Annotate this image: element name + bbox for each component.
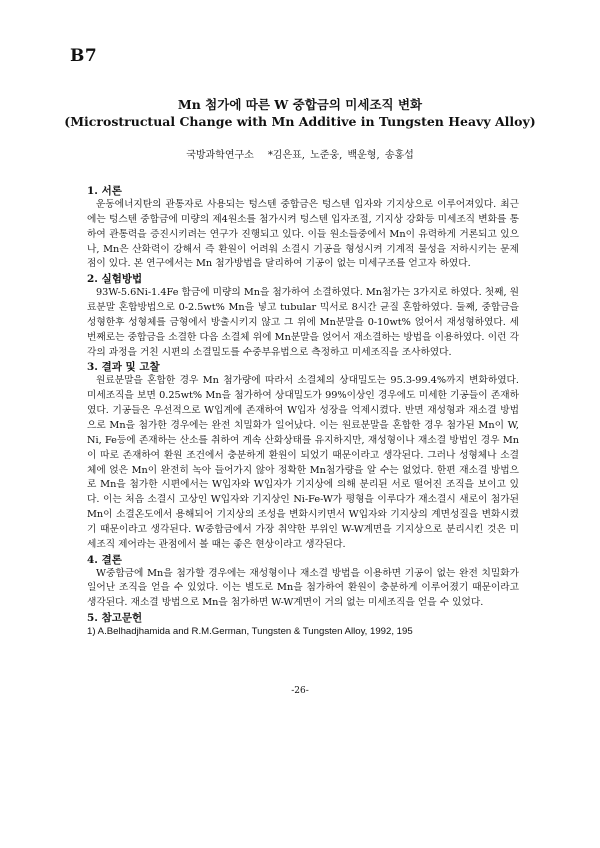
paragraph: W중합금에 Mn을 첨가할 경우에는 재성형이나 재소결 방법을 이용하면 기공이 없는 완전 치밀화가 일어난 조직을 얻을 수 있었다. 이는 별도로 Mn을 첨가하여 환원이 충분하게 이루어졌기 때문이라고 생각된다. 재소결 방법으로 Mn을 첨가하면 W-W계면이 거의 없는 미세조직을 얻을 수 있었다. [87,567,519,609]
title-korean: Mn 첨가에 따른 W 중합금의 미세조직 변화 [177,97,423,112]
section-results [87,360,519,552]
section-heading: 5. 참고문헌 [87,612,143,625]
page-number: -26- [291,686,309,696]
affiliation: 국방과학연구소 [186,150,254,161]
section-heading: 4. 결론 [87,553,122,566]
paper-body [87,184,519,640]
section-methods [87,272,519,360]
section-heading: 3. 결과 및 고찰 [87,361,160,374]
paragraph: 원료분말을 혼합한 경우 Mn 첨가량에 따라서 소결체의 상대밀도는 95.3-99.4%까지 변화하였다. 미세조직을 보면 0.25wt% Mn을 첨가하여 상대밀도가 99%이상인 경우에도 미세한 기공들이 존재하였다. 기공들은 우선적으로 W입계에 존재하여 W입자 성장을 억제시켰다. 반면 재성형과 재소결 방법으로 Mn을 첨가한 경우에는 완전 치밀화가 일어났다. 이는 원료분말을 혼합한 경우 첨가된 Mn이 W, Ni, Fe등에 존재하는 산소를 취하여 계속 산화상태를 유지하지만, 재성형이나 재소결 방법인 경우 Mn이 따로 존재하여 환원 조건에서 충분하게 환원이 되었기 때문이라고 생각된다. 그러나 성형체나 소결체에 얹은 Mn이 완전히 녹아 들어가지 않아 정확한 Mn첨가량을 알 수는 없었다. 한편 재소결 방법으로 Mn을 첨가한 시편에서는 W입자와 W입자가 기지상에 의해 분리된 서로 떨어진 조직을 보이고 있다. 이는 처음 소결시 고상인 W입자와 기지상인 Ni-Fe-W가 평형을 이루다가 재소결시 새로이 첨가된 Mn이 소결온도에서 용해되어 기지상의 조성을 변화시키면서 W입자와 기지상의 계면성질을 변화시켰기 때문이라고 생각된다. W중합금에서 가장 취약한 부위인 W-W계면을 기지상으로 분리시킨 것은 미세조직 제어라는 관점에서 볼 때는 좋은 현상이라고 생각된다. [87,375,519,550]
reference-item: 1) A.Belhadjhamida and R.M.German, Tungsten & Tungsten Alloy, 1992, 195 [87,626,413,638]
section-references [87,611,519,640]
author-names: *김은표, 노준웅, 백운형, 송홍섭 [267,150,414,161]
paragraph: 93W-5.6Ni-1.4Fe 합금에 미량의 Mn을 첨가하여 소결하였다. Mn첨가는 3가지로 하였다. 첫째, 원료분말 혼합방법으로 0-2.5wt% Mn을 넣고 tubular 믹서로 8시간 균질 혼합하였다. 둘째, 중합금을 성형한후 성형체를 금형에서 방출시키지 않고 그 위에 Mn분말을 0-10wt% 얹어서 재성형하였다. 세번째로는 중합금을 소결한 다음 소결체 위에 Mn분말을 얹어서 재소결하는 방법을 이용하였다. 이런 각각의 과정을 거친 시편의 소결밀도를 수중부유법으로 측정하고 미세조직을 조사하였다. [87,287,519,358]
section-introduction [87,184,519,272]
paragraph: 운동에너지탄의 관통자로 사용되는 텅스텐 중합금은 텅스텐 입자와 기지상으로 이루어져있다. 최근에는 텅스텐 중합금에 미량의 제4원소를 첨가시켜 텅스텐 입자조절, 기지상 강화등 미세조직 변화를 통하여 관통력을 증진시키려는 연구가 진행되고 있다. 이들 원소들중에서 Mn이 유력하게 거론되고 있으나, Mn은 산화력이 강해서 즉 환원이 어려워 소결시 기공을 형성시켜 기계적 물성을 저하시키는 문제점이 있다. 본 연구에서는 Mn 첨가방법을 달리하여 기공이 없는 미세구조를 얻고자 하였다. [87,199,519,270]
page-id: B7 [70,46,98,66]
section-heading: 1. 서론 [87,185,122,197]
title-english: (Microstructual Change with Mn Additive in Tungsten Heavy Alloy) [64,114,536,129]
title-block [60,96,540,130]
authors-line [60,146,540,161]
section-conclusion [87,553,519,612]
section-heading: 2. 실험방법 [87,273,143,286]
